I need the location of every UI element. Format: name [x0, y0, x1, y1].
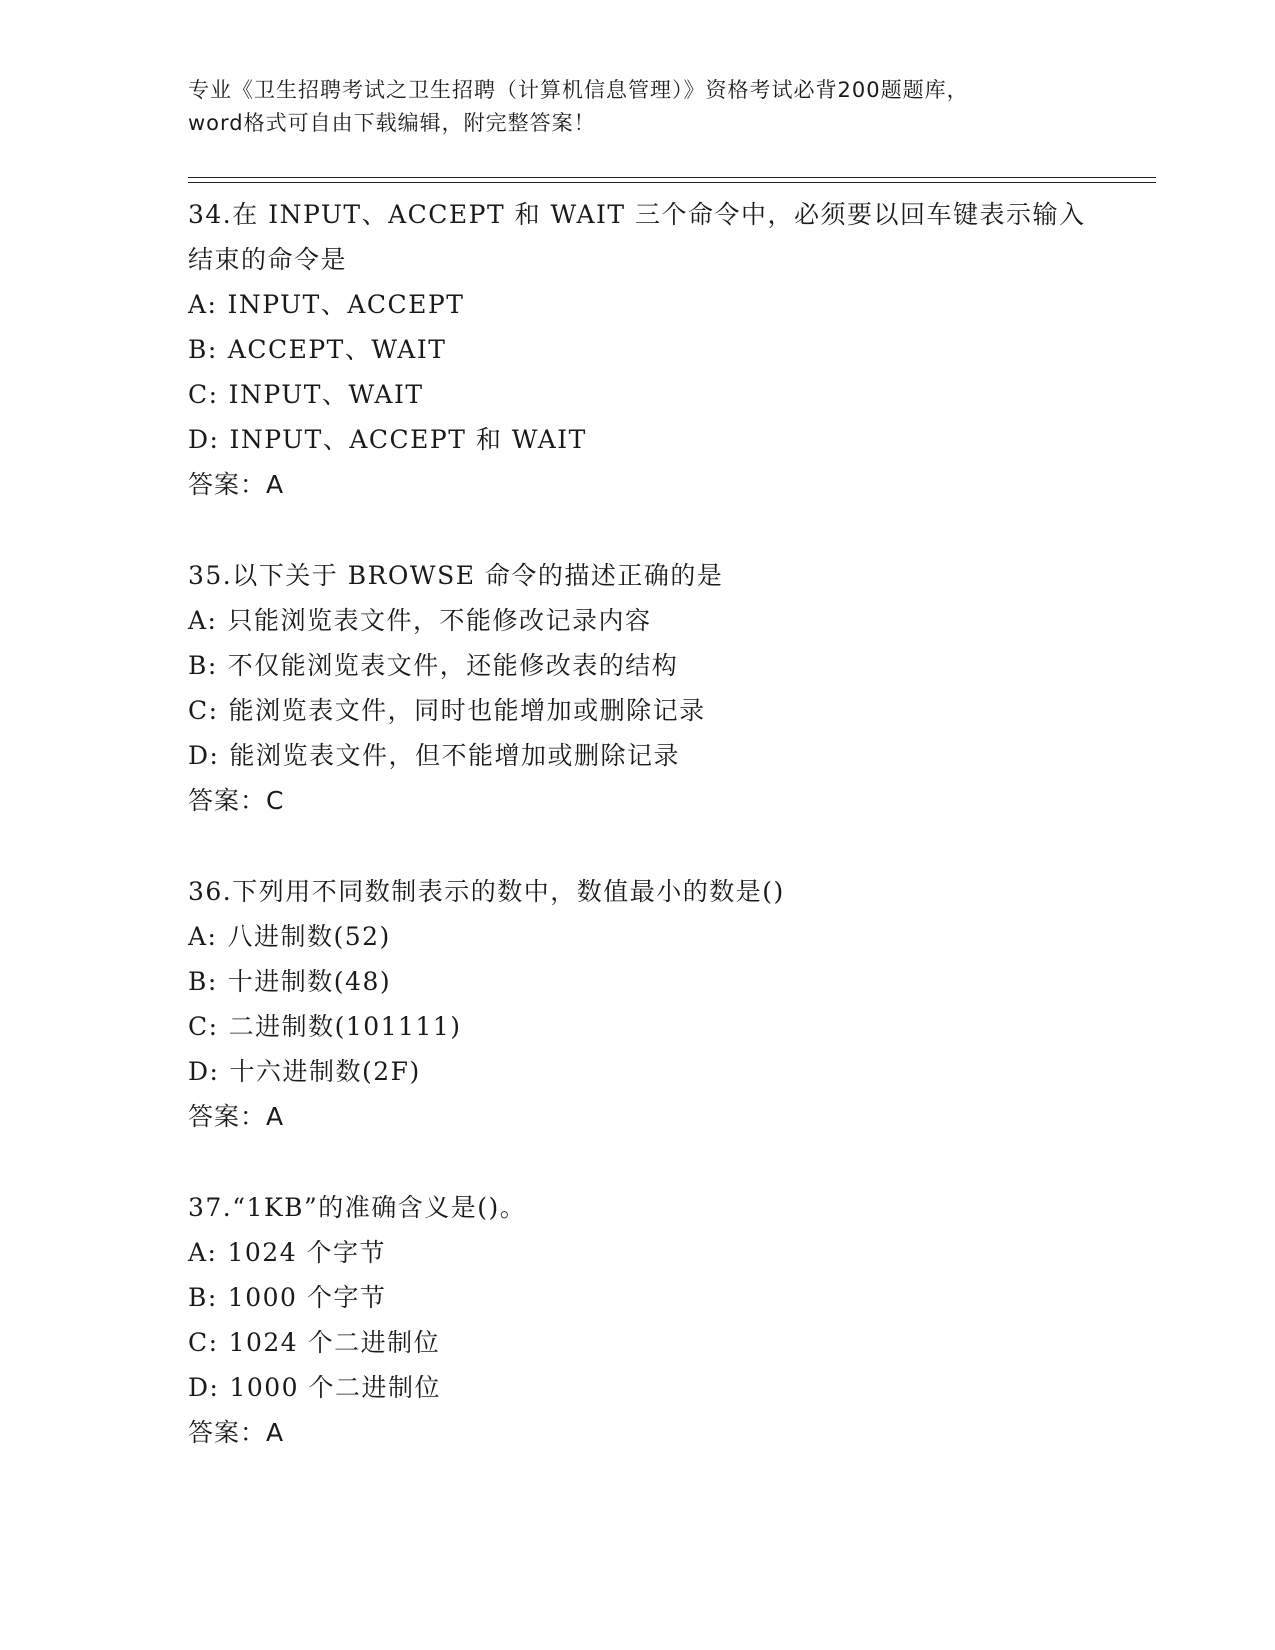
option-text: 1000 个字节	[227, 1283, 387, 1312]
option-text: 只能浏览表文件，不能修改记录内容	[227, 606, 652, 635]
option-letter: A:	[188, 1238, 218, 1267]
option-letter: B:	[188, 335, 218, 364]
option-text: ACCEPT、WAIT	[227, 335, 447, 364]
option-a	[188, 914, 1088, 959]
option-text: 1024 个字节	[227, 1238, 387, 1267]
option-text: 1000 个二进制位	[229, 1373, 442, 1402]
header-line-2: word格式可自由下载编辑，附完整答案！	[188, 111, 596, 135]
header-divider-bottom	[188, 182, 1156, 183]
question-37	[188, 1185, 1088, 1455]
option-text: 十六进制数(2F)	[229, 1057, 421, 1086]
option-c	[188, 1320, 1088, 1365]
option-text: INPUT、WAIT	[228, 380, 424, 409]
option-text: INPUT、ACCEPT	[227, 290, 465, 319]
option-letter: A:	[188, 606, 218, 635]
question-36	[188, 869, 1088, 1139]
option-text: 八进制数(52)	[227, 922, 391, 951]
answer-text: 答案：A	[188, 1418, 285, 1447]
option-letter: C:	[188, 380, 219, 409]
option-c	[188, 1004, 1088, 1049]
option-text: 能浏览表文件，同时也能增加或删除记录	[228, 696, 706, 725]
option-text: 1024 个二进制位	[228, 1328, 441, 1357]
answer-text: 答案：C	[188, 786, 285, 815]
option-d	[188, 733, 1088, 778]
question-list	[188, 192, 1088, 1501]
option-text: 十进制数(48)	[227, 967, 392, 996]
option-letter: B:	[188, 1283, 218, 1312]
option-letter: D:	[188, 1373, 220, 1402]
header-line-1: 专业《卫生招聘考试之卫生招聘（计算机信息管理）》资格考试必背200题题库，	[188, 78, 969, 102]
option-c	[188, 372, 1088, 417]
option-b	[188, 327, 1088, 372]
option-letter: A:	[188, 290, 218, 319]
option-letter: D:	[188, 741, 220, 770]
question-text: 35.以下关于 BROWSE 命令的描述正确的是	[188, 561, 724, 590]
option-text: INPUT、ACCEPT 和 WAIT	[229, 425, 587, 454]
answer-text: 答案：A	[188, 470, 285, 499]
question-text: 36.下列用不同数制表示的数中，数值最小的数是()	[188, 877, 785, 906]
option-b	[188, 959, 1088, 1004]
question-text: 37.“1KB”的准确含义是()。	[188, 1193, 527, 1222]
question-text: 结束的命令是	[188, 245, 348, 274]
document-header	[188, 74, 1088, 140]
question-34	[188, 192, 1088, 507]
option-b	[188, 1275, 1088, 1320]
option-d	[188, 1365, 1088, 1410]
option-text: 不仅能浏览表文件，还能修改表的结构	[227, 651, 679, 680]
option-letter: C:	[188, 1012, 219, 1041]
question-35	[188, 553, 1088, 823]
option-letter: B:	[188, 651, 218, 680]
option-c	[188, 688, 1088, 733]
option-letter: C:	[188, 1328, 219, 1357]
option-a	[188, 1230, 1088, 1275]
header-divider-top	[188, 177, 1156, 178]
option-b	[188, 643, 1088, 688]
option-d	[188, 1049, 1088, 1094]
option-letter: C:	[188, 696, 219, 725]
option-d	[188, 417, 1088, 462]
option-text: 二进制数(101111)	[228, 1012, 462, 1041]
option-letter: D:	[188, 1057, 220, 1086]
option-a	[188, 282, 1088, 327]
option-letter: A:	[188, 922, 218, 951]
option-text: 能浏览表文件，但不能增加或删除记录	[229, 741, 680, 770]
answer-text: 答案：A	[188, 1102, 285, 1131]
option-letter: D:	[188, 425, 220, 454]
option-letter: B:	[188, 967, 218, 996]
question-text: 34.在 INPUT、ACCEPT 和 WAIT 三个命令中，必须要以回车键表示输入	[188, 200, 1086, 229]
option-a	[188, 598, 1088, 643]
